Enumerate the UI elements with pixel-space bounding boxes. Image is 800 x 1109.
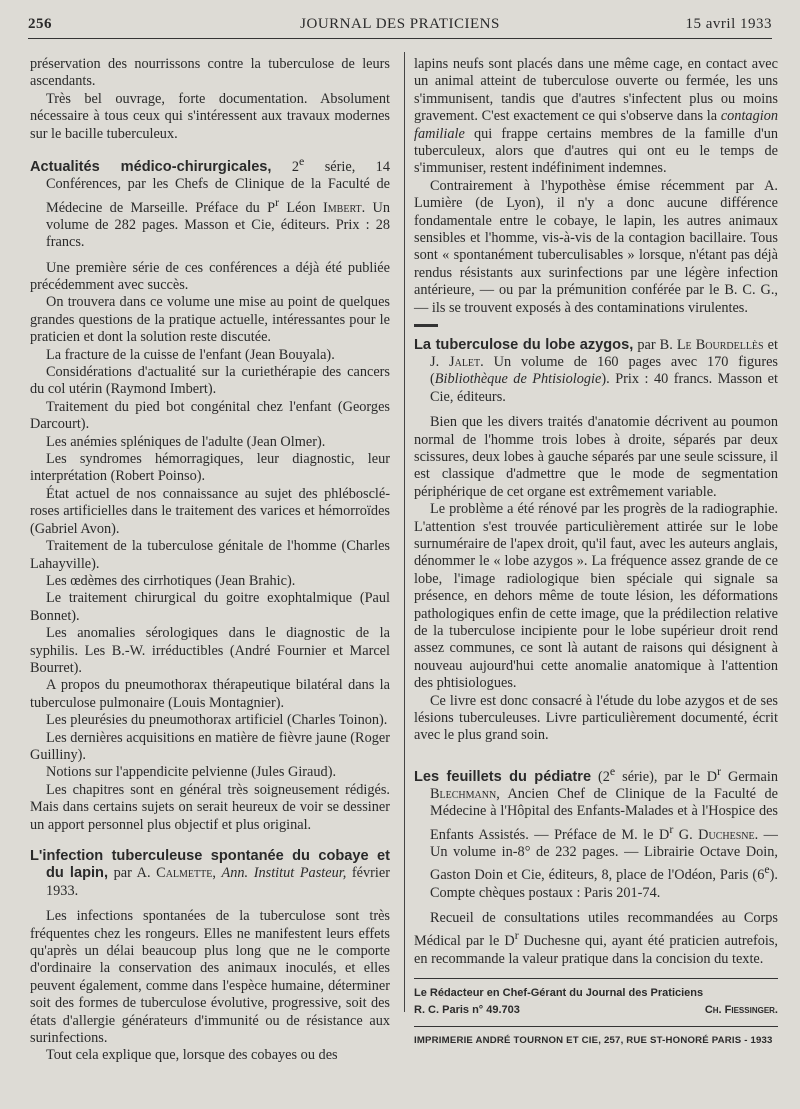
footer-rule [414,1026,778,1027]
review-entry-feuillets: Les feuillets du pédiatre (2e série), par le $D^r$ Germain Blechmann, Ancien Chef de Clinique de la Faculté de Médecine à l'Hôpital des Enfants-Malades et à l'Hospice des Enfants Assistés. — Préface de M. le $D^r$ G. Duchesne. — Un volume in-8° de 232 pages. — Librairie Octave Doin, Gaston Doin et Cie, éditeurs, 8, place de l'Odéon, Paris (6e). Compte chèques postaux : Paris 201-74. [414,763,779,901]
registration-number: R. C. Paris n° 49.703 [414,1004,520,1017]
paragraph: Les anémies spléniques de l'adulte (Jean Olmer). [46,433,326,450]
section-separator [414,324,438,327]
paragraph: Les dernières acquisitions en matière de fièvre jaune (Roger Guilliny). [30,729,390,763]
author-name: Jalet [449,353,481,370]
author-name: Imbert [323,199,362,216]
paragraph: Considérations d'actualité sur la curiethérapie des cancers du col utérin (Raymond Imbert). [30,364,390,398]
editor-credit: Le Rédacteur en Chef-Gérant du Journal des Praticiens [414,986,704,999]
author-name: Blechmann [430,786,497,803]
review-title: Les feuillets du pédiatre [414,768,592,785]
right-column [414,56,778,1049]
author-name: Le Bourdellès [676,336,764,353]
editor-signature: Ch. Fiessinger. [704,1004,778,1017]
review-title: La tuberculose du lobe azygos, [414,336,634,353]
column-divider [404,52,405,1012]
footer-registration [414,1002,778,1019]
paragraph: Contrairement à l'hypothèse émise récemment par A. Lumière (de Lyon), il n'y a donc aucune différence fondamentale entre le cobaye, le lapin, les autres animaux sensibles et l'homme, vis-à-vis de la contagion bacillaire. Tous sont « spontanément tuberculisables » lorsque, n'étant pas déjà rendus résistants aux surinfections par une légère infection antérieure, — ou par la prémunition conférée par le B. C. G., — ils se trouvent exposés à des contaminations virulentes. [414,177,778,316]
paragraph: A propos du pneumothorax thérapeutique bilatéral dans la tuberculose pulmonaire (Louis Montagnier). [30,677,390,711]
review-title: Actualités médico-chirurgicales, [30,158,272,175]
paragraph: État actuel de nos connaissance au sujet des phléboscléroses artificielles dans le traitement des varices et hémorroïdes (Gabriel Avon). [30,485,390,537]
paragraph: Les chapitres sont en général très soigneusement rédigés. Mais dans certains sujets on serait heureux de voir se dessiner un apport personnel plus objectif et plus original. [30,781,390,833]
paragraph: Le problème a été rénové par les progrès de la radiographie. L'attention s'est trouvée particulièrement attirée sur le lobe surnuméraire de l'apex droit, qu'il faut, avec les auteurs anglais, dénommer le « lobe azygos ». La fréquence assez grande de ce lobe, l'image radiologique bien spéciale qui signale sa présence, en dehors même de toute lésion, les déformations pathologiques enfin de cette image, que la prédilection relative de la tuberculose incipiente pour le lobe supérieur droit rend assez communes, ce sont là autant de raisons qui désignent à nouveau aujourd'hui cette anomalie anatomique à l'attention des phtisiologues. [414,501,778,692]
author-name: Calmette [156,865,213,882]
review-entry-actualites: Actualités médico-chirurgicales, 2e série, 14 Conférences, par les Chefs de Clinique de la Faculté de Médecine de Marseille. Préface du $P^r$ Léon Imbert. Un volume de 282 pages. Masson et Cie, éditeurs. Prix : 28 francs. [30,154,390,251]
paragraph: Les infections spontanées de la tuberculose sont très fréquentes chez les rongeurs. Elles ne manifestent leurs effets qu'après un délai beaucoup plus long que ne le comporte d'ordinaire la conservation des animaux inoculés, et elles peuvent également, comme dans l'espèce humaine, déterminer soit des formes de tuberculose évolutive, progressive, soit des états d'allergie générateurs d'immunité ou de résistance aux surinfections. [30,908,390,1047]
paragraph: Ce livre est donc consacré à l'étude du lobe azygos et de ses lésions tuberculeuses. Livre particulièrement documenté, écrit avec le plus grand soin. [414,692,778,744]
journal-title: JOURNAL DES PRATICIENS [300,16,500,32]
running-header [28,16,772,39]
paragraph: Les pleurésies du pneumothorax artificiel (Charles Toinon). [46,712,388,729]
paragraph: Une première série de ces conférences a déjà été publiée précédemment avec succès. [30,259,390,293]
paragraph: Bien que les divers traités d'anatomie décrivent au poumon normal de l'homme trois lobes à droite, séparés par deux scissures, deux lobes à gauche séparés par une seule scissure, il est classique d'admettre que le mode de segmentation périphérique de cet organe est extrêmement variable. [414,414,778,500]
paragraph: Traitement de la tuberculose génitale de l'homme (Charles Lahayville). [30,538,390,572]
paragraph: Très bel ouvrage, forte documentation. Absolument nécessaire à tous ceux qui s'intéressent aux travaux modernes sur le bacille tuberculeux. [30,90,390,142]
paragraph: lapins neufs sont placés dans une même cage, en contact avec un animal atteint de tuberculose ouverte ou fermée, les uns s'immunisent, tandis que d'autres s'infectent plus ou moins gravement. C'est exactement ce qui s'observe dans la contagion familiale qui frappe certains membres de la famille d'un tuberculeux, alors que d'autres qui ont eu le temps de s'immuniser, restent indéfiniment indemnes. [414,56,778,177]
left-column [30,56,390,1065]
issue-date: 15 avril 1933 [685,16,772,32]
paragraph: Les œdèmes des cirrhotiques (Jean Brahic). [46,572,296,589]
paragraph: La fracture de la cuisse de l'enfant (Jean Bouyala). [46,346,335,363]
paragraph: Les anomalies sérologiques dans le diagnostic de la syphilis. Les B.-W. irréductibles (André Fournier et Marcel Bourret). [30,625,390,676]
paragraph: préservation des nourrissons contre la tuberculose de leurs ascendants. [30,56,390,90]
paragraph: Les syndromes hémorragiques, leur diagnostic, leur interprétation (Robert Poinso). [30,451,390,485]
paragraph: Tout cela explique que, lorsque des cobayes ou des [46,1047,338,1064]
paragraph: Recueil de consultations utiles recommandées au Corps Médical par le $D^r$ Duchesne qui, ayant été praticien autrefois, en recommande la valeur pratique dans la concision du texte. [414,909,778,967]
review-entry-infection: L'infection tuberculeuse spontanée du cobaye et du lapin, par A. Calmette, Ann. Institut Pasteur, février 1933. [30,848,390,899]
paragraph: Traitement du pied bot congénital chez l'enfant (Georges Darcourt). [30,398,390,433]
paragraph: Notions sur l'appendicite pelvienne (Jules Giraud). [46,764,337,781]
paragraph: Le traitement chirurgical du goitre exophtalmique (Paul Bonnet). [30,590,390,624]
journal-citation: Ann. Institut Pasteur, [221,865,347,882]
printer-imprint: IMPRIMERIE ANDRÉ TOURNON ET CIE, 257, RUE ST-HONORÉ PARIS - 1933 [414,1034,773,1046]
author-name: Duchesne [698,826,755,843]
paragraph: On trouvera dans ce volume une mise au point de quelques grandes questions de la pratique actuelle, intéressantes pour le praticien et dont la solution reste discutée. [30,294,390,346]
page-number: 256 [28,16,52,32]
review-entry-azygos: La tuberculose du lobe azygos, par B. Le Bourdellès et J. Jalet. Un volume de 160 pages avec 170 figures (Bibliothèque de Phtisiologie). Prix : 40 francs. Masson et Cie, éditeurs. [414,336,778,405]
footer-rule [414,978,778,979]
review-title: L'infection tuberculeuse spontanée du cobaye et du lapin, [30,848,390,882]
